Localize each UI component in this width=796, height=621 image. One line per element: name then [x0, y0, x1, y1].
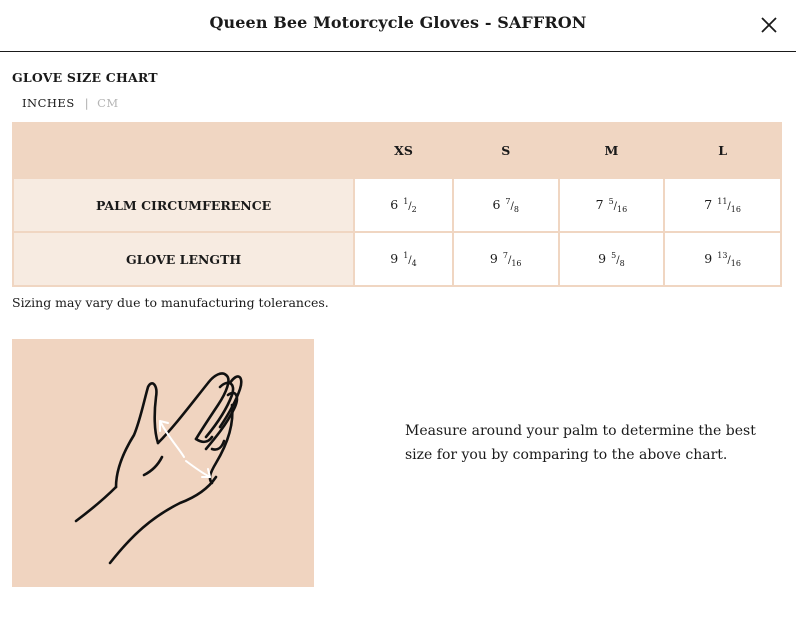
unit-cm-option[interactable]: CM: [97, 96, 119, 110]
whole-number: 6: [390, 196, 399, 212]
whole-number: 9: [704, 250, 713, 266]
sizing-note: Sizing may vary due to manufacturing tolerances.: [12, 295, 329, 310]
length-xs-value: 9 $^1/_4$: [354, 232, 453, 286]
fraction-numerator: 5: [608, 196, 614, 206]
corner-cell: [13, 123, 354, 178]
fraction-denominator: 8: [619, 258, 625, 268]
palm-m-value: 7 $^5/_{16}$: [559, 178, 665, 232]
fraction-numerator: 1: [403, 250, 409, 260]
modal-title: Queen Bee Motorcycle Gloves - SAFFRON: [209, 13, 587, 32]
whole-number: 9: [390, 250, 399, 266]
fraction-denominator: 2: [411, 204, 417, 214]
hand-illustration: [12, 339, 314, 587]
size-header-s: S: [453, 123, 559, 178]
fraction-denominator: 16: [730, 204, 741, 214]
measure-instructions: Measure around your palm to determine the best size for you by comparing to the above chart.: [405, 423, 756, 463]
fraction-numerator: 5: [611, 250, 617, 260]
fraction-numerator: 7: [505, 196, 511, 206]
palm-xs-value: 6 $^1/_2$: [354, 178, 453, 232]
fraction-numerator: 13: [717, 250, 728, 260]
whole-number: 9: [598, 250, 607, 266]
table-row: [13, 232, 781, 286]
whole-number: 7: [704, 196, 713, 212]
hand-palm-measure-icon: [12, 339, 314, 587]
row-label-glove-length: GLOVE LENGTH: [13, 232, 354, 286]
size-table: [12, 122, 782, 287]
unit-inches-option[interactable]: INCHES: [22, 96, 75, 110]
table-row: [13, 178, 781, 232]
fraction-denominator: 8: [513, 204, 519, 214]
size-header-m: M: [559, 123, 665, 178]
modal-header: [0, 0, 796, 52]
fraction-denominator: 4: [411, 258, 417, 268]
row-label-palm-circumference: PALM CIRCUMFERENCE: [13, 178, 354, 232]
fraction-numerator: 1: [403, 196, 409, 206]
whole-number: 7: [595, 196, 604, 212]
size-chart-heading: GLOVE SIZE CHART: [12, 70, 158, 85]
length-l-value: 9 $^{13}/_{16}$: [664, 232, 781, 286]
length-m-value: 9 $^5/_8$: [559, 232, 665, 286]
size-header-l: L: [664, 123, 781, 178]
fraction-denominator: 16: [730, 258, 741, 268]
fraction-numerator: 7: [502, 250, 508, 260]
whole-number: 6: [492, 196, 501, 212]
palm-s-value: 6 $^7/_8$: [453, 178, 559, 232]
unit-separator: |: [84, 96, 90, 110]
close-button[interactable]: [756, 12, 782, 38]
whole-number: 9: [489, 250, 498, 266]
close-icon: [756, 12, 782, 38]
fraction-numerator: 11: [717, 196, 728, 206]
fraction-denominator: 16: [617, 204, 628, 214]
size-header-xs: XS: [354, 123, 453, 178]
palm-l-value: 7 $^{11}/_{16}$: [664, 178, 781, 232]
size-header-row: [13, 123, 781, 178]
length-s-value: 9 $^7/_{16}$: [453, 232, 559, 286]
unit-toggle: [22, 96, 119, 110]
fraction-denominator: 16: [511, 258, 522, 268]
